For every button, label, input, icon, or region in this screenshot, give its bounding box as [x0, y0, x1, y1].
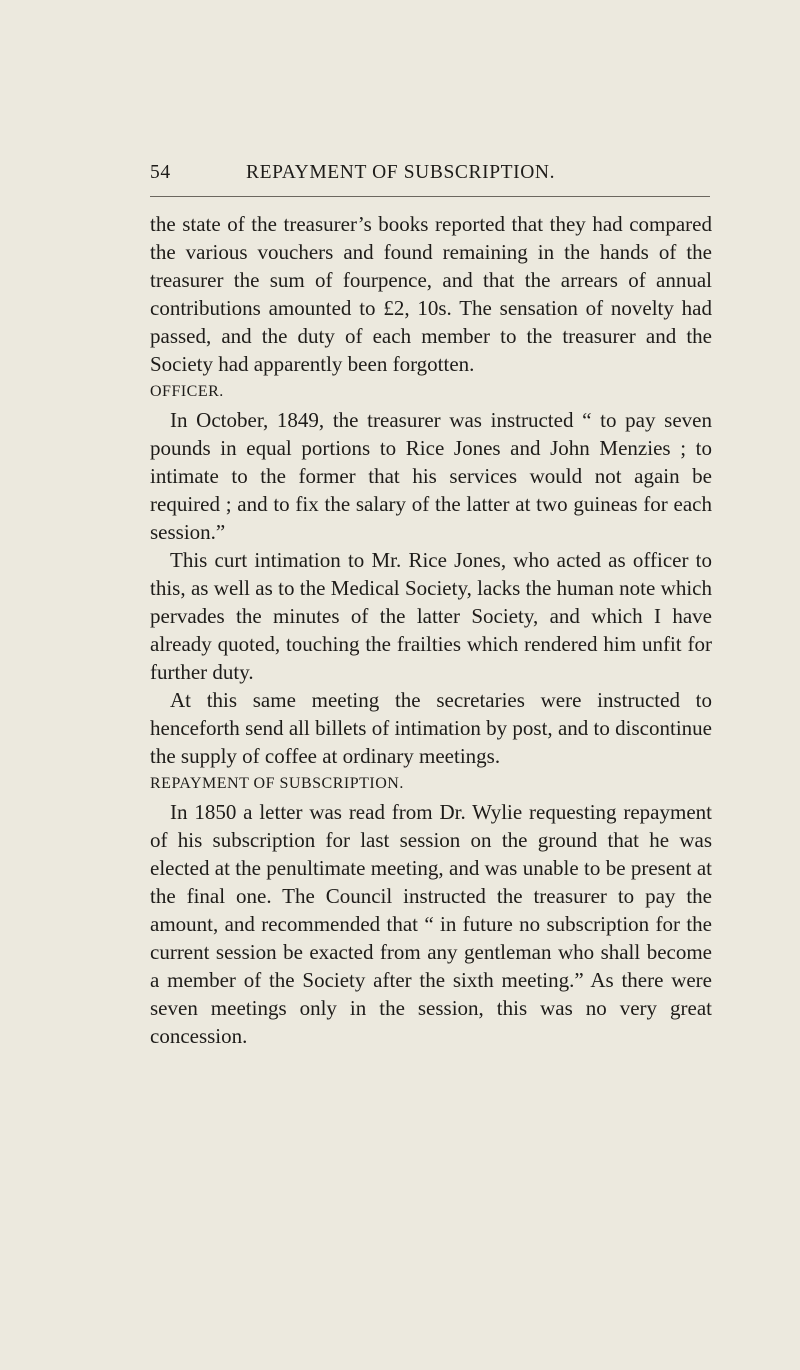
running-head	[150, 162, 710, 192]
section-heading-officer: OFFICER.	[150, 383, 224, 400]
paragraph-repayment: In 1850 a letter was read from Dr. Wylie requesting repayment of his subscription for last session on the ground that he was elected at the penultimate meeting, and was unable to be present at the final one. The Council instructed the treasurer to pay the amount, and recommended that “ in future no subscription for the current session be exacted from any gentleman who shall become a member of the Society after the sixth meeting.” As there were seven meetings only in the session, this was no very great concession.	[150, 800, 712, 1048]
running-head-title: REPAYMENT OF SUBSCRIPTION.	[246, 162, 556, 183]
paragraph-treasurer-books: the state of the treasurer’s books reported that they had compared the various vouchers and found remaining in the hands of the treasurer the sum of fourpence, and that the arrears of annual contributions amounted to £2, 10s. The sensation of novelty had passed, and the duty of each member to the treasurer and the Society had apparently been forgotten.	[150, 212, 712, 376]
paragraph-curt-intimation: This curt intimation to Mr. Rice Jones, who acted as officer to this, as well as to the Medical Society, lacks the human note which pervades the minutes of the latter Society, and which I have already quoted, touching the frailties which rendered him unfit for further duty.	[150, 548, 712, 684]
section-heading-repayment: REPAYMENT OF SUBSCRIPTION.	[150, 775, 404, 792]
paragraph-secretaries: At this same meeting the secretaries were instructed to henceforth send all billets of intimation by post, and to discontinue the supply of coffee at ordinary meetings.	[150, 688, 712, 768]
body-text	[150, 210, 712, 1050]
page-number: 54	[150, 162, 171, 183]
paragraph-officer-payment: In October, 1849, the treasurer was instructed “ to pay seven pounds in equal portions to Rice Jones and John Menzies ; to intimate to the former that his services would not again be required ; and to fix the salary of the latter at two guineas for each session.”	[150, 408, 712, 544]
header-rule	[150, 196, 710, 197]
